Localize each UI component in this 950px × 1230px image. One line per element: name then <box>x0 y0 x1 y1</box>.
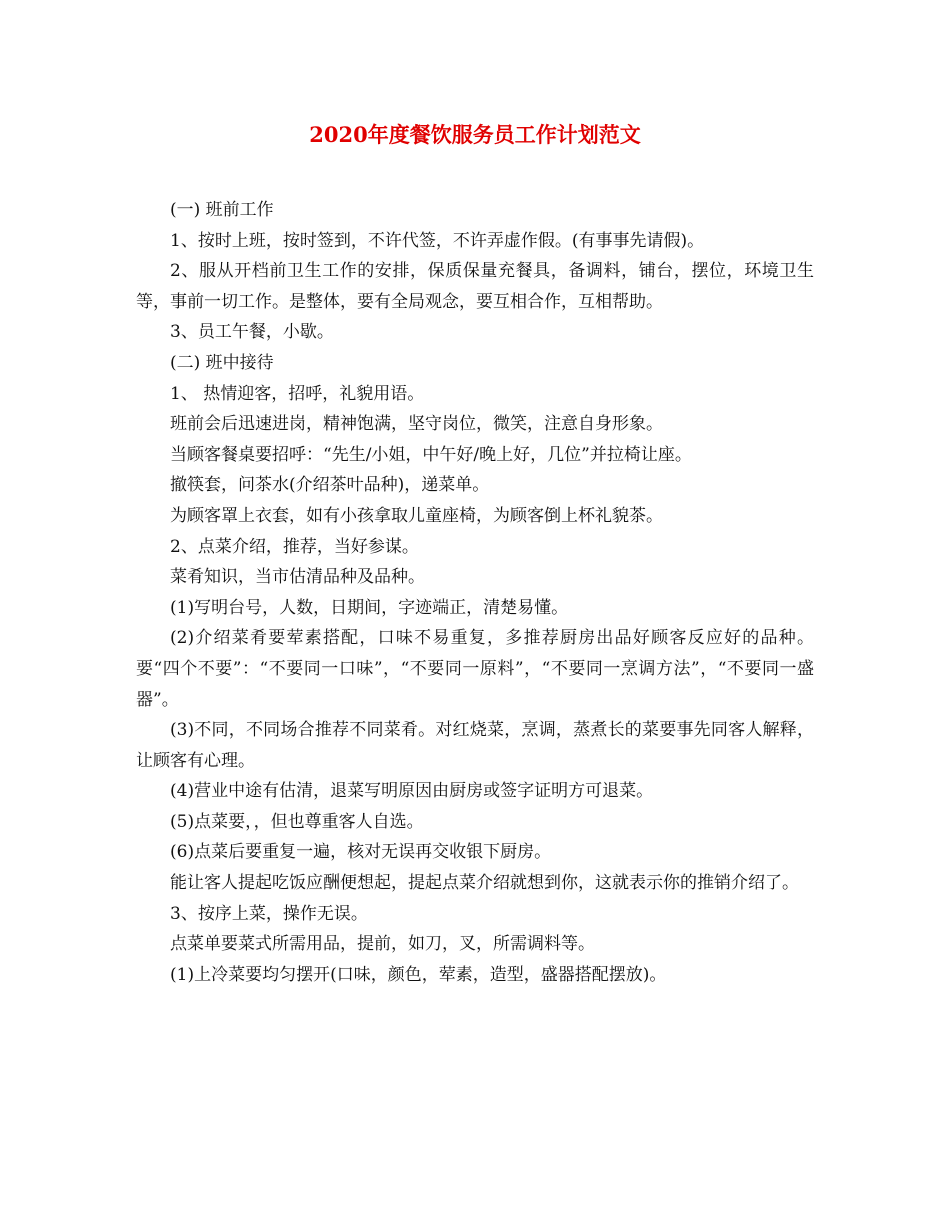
paragraph: 能让客人提起吃饭应酬便想起，提起点菜介绍就想到你，这就表示你的推销介绍了。 <box>170 873 799 894</box>
paragraph: 班前会后迅速进岗，精神饱满，坚守岗位，微笑，注意自身形象。 <box>170 414 663 435</box>
paragraph: (6)点菜后要重复一遍，核对无误再交收银下厨房。 <box>170 842 552 863</box>
paragraph: 点菜单要菜式所需用品，提前，如刀，叉，所需调料等。 <box>170 934 595 955</box>
paragraph: 2、点菜介绍，推荐，当好参谋。 <box>170 536 419 557</box>
paragraph: (二) 班中接待 <box>170 352 274 373</box>
paragraph: 撤筷套，问茶水(介绍茶叶品种)，递菜单。 <box>170 475 490 496</box>
paragraph: 1、 热情迎客，招呼，礼貌用语。 <box>170 383 425 404</box>
paragraph: 3、按序上菜，操作无误。 <box>170 903 368 924</box>
paragraph: 为顾客罩上衣套，如有小孩拿取儿童座椅，为顾客倒上杯礼貌茶。 <box>170 505 663 526</box>
paragraph: (3)不同，不同场合推荐不同菜肴。对红烧菜，烹调，蒸煮长的菜要事先同客人解释，让顾客有心理。 <box>136 720 814 771</box>
paragraph: (一) 班前工作 <box>170 200 274 220</box>
paragraph: (1)写明台号，人数，日期间，字迹端正，清楚易懂。 <box>170 597 569 618</box>
paragraph: 1、按时上班，按时签到，不许代签，不许弄虚作假。(有事事先请假)。 <box>170 230 705 251</box>
paragraph: 3、员工午餐，小歇。 <box>170 322 334 343</box>
paragraph: (1)上冷菜要均匀摆开(口味，颜色，荤素，造型，盛器搭配摆放)。 <box>170 964 667 985</box>
document-title: 2020年度餐饮服务员工作计划范文 <box>309 122 641 147</box>
paragraph: 菜肴知识，当市估清品种及品种。 <box>170 567 425 588</box>
paragraph: (2)介绍菜肴要荤素搭配，口味不易重复，多推荐厨房出品好顾客反应好的品种。要“四个不要”：“不要同一口味”，“不要同一原料”，“不要同一烹调方法”，“不要同一盛器”。 <box>136 628 814 710</box>
paragraph: (5)点菜要，，但也尊重客人自选。 <box>170 811 424 832</box>
paragraph: (4)营业中途有估清，退菜写明原因由厨房或签字证明方可退菜。 <box>170 781 654 802</box>
paragraph: 当顾客餐桌要招呼：“先生/小姐，中午好/晚上好，几位”并拉椅让座。 <box>170 444 692 465</box>
paragraph: 2、服从开档前卫生工作的安排，保质保量充餐具，备调料，铺台，摆位，环境卫生等，事前一切工作。是整体，要有全局观念，要互相合作，互相帮助。 <box>136 261 814 312</box>
document-body <box>136 195 814 990</box>
